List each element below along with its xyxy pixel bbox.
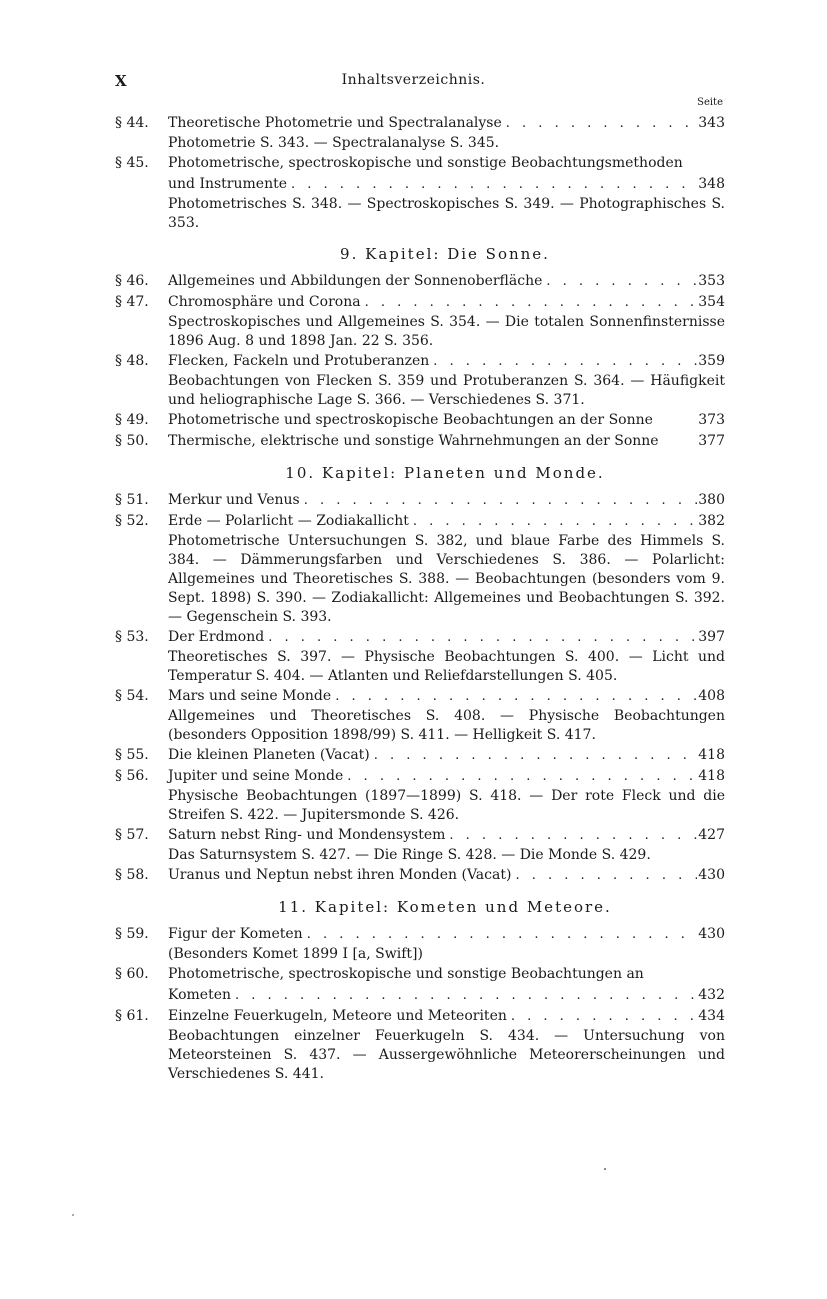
section-number: § 52. [115,513,149,529]
section-number: § 53. [115,629,149,645]
paper-speck [72,1214,74,1216]
page-reference: 418 [698,747,725,763]
toc-entry [115,511,725,627]
section-number: § 48. [115,353,149,369]
page-reference: 353 [698,273,725,289]
table-of-contents [115,113,725,1084]
entry-title: Figur der Kometen [168,926,303,942]
section-number: § 47. [115,294,149,310]
page-reference: 434 [698,1008,725,1024]
toc-entry [115,153,725,233]
toc-entry [115,410,725,431]
dot-leader [331,686,697,707]
entry-title: Mars und seine Monde [168,688,332,704]
running-title: Inhaltsverzeichnis. [341,72,486,88]
entry-subtopics: Physische Beobachtungen (1897—1899) S. 418. — Der rote Fleck und die Streifen S. 422. — Jupitersmonde S. 426. [168,788,725,823]
entry-title: Saturn nebst Ring- und Mondensystem [168,827,446,843]
entry-subtopics: Allgemeines und Theoretisches S. 408. — Physische Beobachtungen (besonders Opposition 1898/99) S. 411. — Helligkeit S. 417. [168,708,725,743]
toc-entry [115,431,725,452]
entry-subtopics: Photometrisches S. 348. — Spectroskopisches S. 349. — Photographisches S. 353. [168,196,725,231]
page-reference: 382 [698,513,725,529]
entry-subtopics: Beobachtungen einzelner Feuerkugeln S. 434. — Untersuchung von Meteorsteinen S. 437. — Aussergewöhnliche Meteorerscheinungen und Verschiedenes S. 441. [168,1028,725,1082]
entry-title: Merkur und Venus [168,492,300,508]
dot-leader [511,865,697,886]
page-reference: 354 [698,294,725,310]
chapter-heading: 9. Kapitel: Die Sonne. [340,245,550,263]
dot-leader [361,292,697,313]
chapter-heading: 10. Kapitel: Planeten und Monde. [285,464,605,482]
entry-title: Flecken, Fackeln und Protuberanzen [168,353,430,369]
page-reference: 343 [698,115,725,131]
dot-leader [287,174,697,195]
toc-entry [115,292,725,351]
entry-title: Thermische, elektrische und sonstige Wahrnehmungen an der Sonne [168,433,659,449]
dot-leader [264,627,697,648]
section-number: § 44. [115,115,149,131]
dot-leader [409,511,697,532]
entry-subtopics: Beobachtungen von Flecken S. 359 und Protuberanzen S. 364. — Häufigkeit und heliographische Lage S. 366. — Verschiedenes S. 371. [168,373,725,408]
toc-entry [115,351,725,410]
toc-entry [115,745,725,766]
toc-entry [115,271,725,292]
entry-title: Erde — Polarlicht — Zodiakallicht [168,513,409,529]
toc-entry [115,686,725,745]
dot-leader [303,924,697,945]
entry-title: Allgemeines und Abbildungen der Sonnenoberfläche [168,273,543,289]
page-reference: 430 [698,926,725,942]
entry-title: und Instrumente [168,176,287,192]
dot-leader [429,351,697,372]
toc-entry [115,1006,725,1084]
page-reference: 348 [698,176,725,192]
entry-title: Theoretische Photometrie und Spectralanalyse [168,115,502,131]
entry-title-first-line: Photometrische, spectroskopische und sonstige Beobachtungsmethoden [168,155,683,171]
page-number: X [115,72,127,90]
section-number: § 54. [115,688,149,704]
dot-leader [507,1006,697,1027]
page-reference: 377 [698,433,725,449]
entry-title: Photometrische und spectroskopische Beobachtungen an der Sonne [168,412,653,428]
dot-leader [542,271,697,292]
toc-entry [115,825,725,865]
section-number: § 51. [115,492,149,508]
entry-title: Einzelne Feuerkugeln, Meteore und Meteoriten [168,1008,507,1024]
entry-title: Die kleinen Planeten (Vacat) [168,747,370,763]
page-reference: 397 [698,629,725,645]
toc-entry [115,627,725,686]
page-reference: 427 [698,827,725,843]
dot-leader [370,745,697,766]
page-reference: 359 [698,353,725,369]
section-number: § 46. [115,273,149,289]
entry-subtopics: Photometrische Untersuchungen S. 382, und blaue Farbe des Himmels S. 384. — Dämmerungsfarben und Verschiedenes S. 386. — Polarlicht: Allgemeines und Theoretisches S. 388. — Beobachtungen (besonders vom 9. Sept. 1898) S. 390. — Zodiakallicht: Allgemeines und Beobachtungen S. 392. — Gegenschein S. 393. [168,533,725,625]
toc-entry [115,766,725,825]
entry-title: Der Erdmond [168,629,265,645]
page-reference: 373 [698,412,725,428]
chapter-heading: 11. Kapitel: Kometen und Meteore. [278,898,612,916]
entry-subtopics: Spectroskopisches und Allgemeines S. 354. — Die totalen Sonnenfinsternisse 1896 Aug. 8 und 1898 Jan. 22 S. 356. [168,314,725,349]
section-number: § 45. [115,155,149,171]
entry-title: Uranus und Neptun nebst ihren Monden (Vacat) [168,867,512,883]
toc-entry [115,865,725,886]
section-number: § 55. [115,747,149,763]
dot-leader [445,825,697,846]
dot-leader [231,985,697,1006]
page-reference: 432 [698,987,725,1003]
page-reference: 430 [698,867,725,883]
section-number: § 60. [115,966,149,982]
toc-entry [115,964,725,1006]
entry-title-first-line: Photometrische, spectroskopische und sonstige Beobachtungen an [168,966,644,982]
section-number: § 56. [115,768,149,784]
toc-entry [115,924,725,964]
entry-subtopics: Photometrie S. 343. — Spectralanalyse S. 345. [168,135,500,151]
page-reference: 380 [698,492,725,508]
paper-speck [604,1168,606,1170]
section-number: § 61. [115,1008,149,1024]
dot-leader [300,490,697,511]
dot-leader [502,113,697,134]
page-reference: 418 [698,768,725,784]
entry-title: Kometen [168,987,231,1003]
entry-subtopics: Theoretisches S. 397. — Physische Beobachtungen S. 400. — Licht und Temperatur S. 404. — Atlanten und Reliefdarstellungen S. 405. [168,649,725,684]
section-number: § 59. [115,926,149,942]
entry-title: Chromosphäre und Corona [168,294,361,310]
toc-entry [115,113,725,153]
entry-title: Jupiter und seine Monde [168,768,344,784]
entry-subtopics: Das Saturnsystem S. 427. — Die Ringe S. 428. — Die Monde S. 429. [168,847,651,863]
section-number: § 49. [115,412,149,428]
entry-subtopics: (Besonders Komet 1899 I [a, Swift]) [168,946,423,962]
section-number: § 58. [115,867,149,883]
seite-label: Seite [697,97,723,108]
page-reference: 408 [698,688,725,704]
section-number: § 57. [115,827,149,843]
toc-entry [115,490,725,511]
section-number: § 50. [115,433,149,449]
dot-leader [343,766,697,787]
